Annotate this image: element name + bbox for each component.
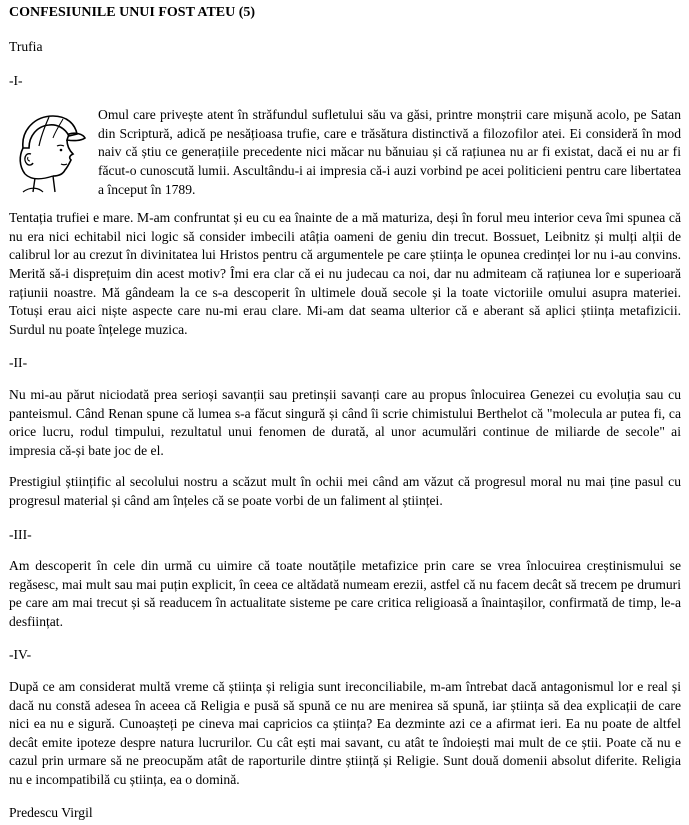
section-2-paragraph-2: Prestigiul științific al secolului nostru a scăzut mult în ochii mei când am văzut că progresul moral nu mai ține pasul cu progresul material și când am înțeles că se poate vorbi de un faliment al științei. <box>9 474 681 508</box>
article-subtitle: Trufia <box>9 39 43 54</box>
section-label-1: -I- <box>9 72 23 88</box>
section-4-paragraph-1: După ce am considerat multă vreme că știința și religia sunt ireconciliabile, m-am întrebat dacă antagonismul lor e real și dacă nu constă adesea în aceea că Religia e pusă să spună ce nu are menirea să spună, iar știința să dea explicații de care nici ea nu e sigură. Cunoașteți pe cineva mai capricios ca știința? Ea dezminte azi ce a afirmat ieri. Ea nu poate de altfel decât emite ipoteze despre natura lucrurilor. Cu cât ești mai savant, cu atât te îndoiești mai mult de ce știi. Poate că nu e cazul prin urmare să ne preocupăm atât de raporturile dintre știință și Religie. Sunt două domenii absolut diferite. Religia nu e incompatibilă cu știința, ea o domină. <box>9 679 681 788</box>
section-1-paragraph-1: Omul care privește atent în străfundul sufletului său va găsi, printre monștrii care mișună acolo, pe Satan din Scriptură, adică pe nesățioasa trufie, care e trăsătura distinctivă a filozofilor atei. Ei consideră în mod naiv că știu ce generațiile precedente nici măcar nu bănuiau și că rațiunea nu ar fi existat, dacă ei nu ar fi făcut-o cunoscută lumii. Ascultându-i ai impresia că-i auzi vorbind pe acei politicieni pentru care libertatea a început în 1789. <box>98 107 681 197</box>
intro-block <box>9 104 681 196</box>
author-signature: Predescu Virgil <box>9 804 93 820</box>
section-2-paragraph-1: Nu mi-au părut niciodată prea serioși savanții sau pretinșii savanți care au propus înlocuirea Genezei cu evoluția sau cu panteismul. Când Renan spune că lumea s-a făcut singură și când îi scrie chimistului Berthelot că "molecula ar putea fi, ca orice lucru, rodul timpului, rezultatul unui fenomen de durată, al unor acumulări continue de miliarde de secole" ai impresia că-și bate joc de el. <box>9 386 681 458</box>
section-label-3: -III- <box>9 526 32 542</box>
capped-man-portrait-icon <box>9 108 87 194</box>
section-3-paragraph-1: Am descoperit în cele din urmă cu uimire că toate noutățile metafizice prin care se vrea înlocuirea creștinismului se regăsesc, mai mult sau mai puțin explicit, în ceea ce altădată numeam erezii, astfel că nu facem decât să trecem pe drumuri pe care am mai trecut și să readucem în actualitate sisteme pe care critica religioasă a înaintașilor, confirmată de timp, le-a desființat. <box>9 558 681 629</box>
section-1-paragraph-2: Tentația trufiei e mare. M-am confruntat și eu cu ea înainte de a mă maturiza, deși în forul meu interior ceva îmi spunea că nu era nici echitabil nici logic să consider imbecili atâția oameni de geniu din trecut. Bossuet, Leibnitz și mulți alții de calibrul lor au crezut în divinitatea lui Hristos pentru că argumentele pe care știința le opunea credinței lor nu i-au convins. Merită să-i disprețuim din acest motiv? Îmi era clar că ei nu judecau ca noi, dar nu admiteam că rațiunea lor e superioară rațiunii noastre. Mă gândeam la ce s-a descoperit în ultimele două secole și la toate victoriile omului asupra materiei. Totuși erau aici niște aspecte care nu-mi erau clare. Mi-am dat seama ulterior că e aberant să aplici știința metafizicii. Surdul nu poate înțelege muzica. <box>9 210 681 337</box>
section-label-2: -II- <box>9 355 28 371</box>
section-label-4: -IV- <box>9 647 32 663</box>
article <box>9 4 681 822</box>
article-title: CONFESIUNILE UNUI FOST ATEU (5) <box>9 5 256 20</box>
